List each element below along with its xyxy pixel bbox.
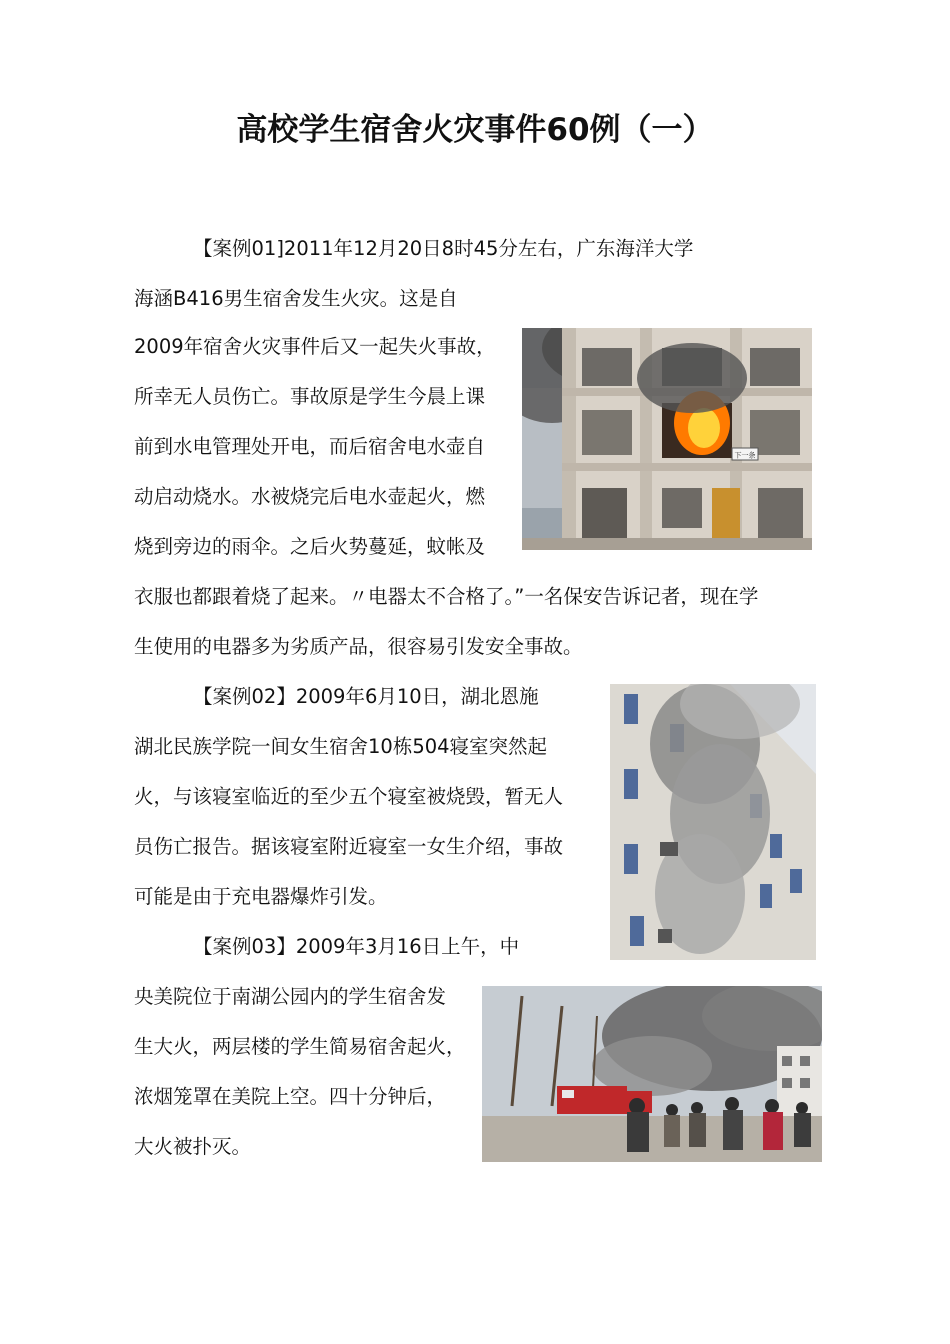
case02-smoke-photo xyxy=(610,684,816,960)
case03-line-3: 生大火，两层楼的学生简易宿舍起火， xyxy=(134,1035,466,1058)
case01-line-2: 海涵B416男生宿舍发生火灾。这是自 xyxy=(134,287,458,310)
case03-line-2: 央美院位于南湖公园内的学生宿舍发 xyxy=(134,985,447,1008)
case03-line-4: 浓烟笼罩在美院上空。四十分钟后， xyxy=(134,1085,447,1108)
case02-line-1: 【案例02】2009年6月10日，湖北恩施 xyxy=(193,685,539,708)
case01-line-5: 前到水电管理处开电，而后宿舍电水壶自 xyxy=(134,435,486,458)
case03-line-5: 大火被扑灭。 xyxy=(134,1135,252,1158)
case01-line-7: 烧到旁边的雨伞。之后火势蔓延，蚊帐及 xyxy=(134,535,486,558)
case03-street-photo xyxy=(482,986,822,1162)
case01-line-3: 2009年宿舍火灾事件后又一起失火事故， xyxy=(134,335,496,358)
case01-line-1: 【案例01]2011年12月20日8时45分左右，广东海洋大学 xyxy=(193,237,694,260)
case02-line-4: 员伤亡报告。据该寝室附近寝室一女生介绍，事故 xyxy=(134,835,564,858)
case02-line-5: 可能是由于充电器爆炸引发。 xyxy=(134,885,388,908)
case01-line-8: 衣服也都跟着烧了起来。〃电器太不合格了。”一名保安告诉记者，现在学 xyxy=(134,585,759,608)
case01-line-9: 生使用的电器多为劣质产品，很容易引发安全事故。 xyxy=(134,635,583,658)
case02-line-3: 火，与该寝室临近的至少五个寝室被烧毁，暂无人 xyxy=(134,785,564,808)
case01-line-4: 所幸无人员伤亡。事故原是学生今晨上课 xyxy=(134,385,486,408)
page-title: 高校学生宿舍火灾事件60例（一） xyxy=(236,112,714,148)
case01-fire-photo xyxy=(522,328,812,550)
case02-line-2: 湖北民族学院一间女生宿舍10栋504寝室突然起 xyxy=(134,735,548,758)
case01-photo-sign: 下一条 xyxy=(734,451,756,460)
case01-line-6: 动启动烧水。水被烧完后电水壶起火，燃 xyxy=(134,485,486,508)
case03-line-1: 【案例03】2009年3月16日上午，中 xyxy=(193,935,520,958)
